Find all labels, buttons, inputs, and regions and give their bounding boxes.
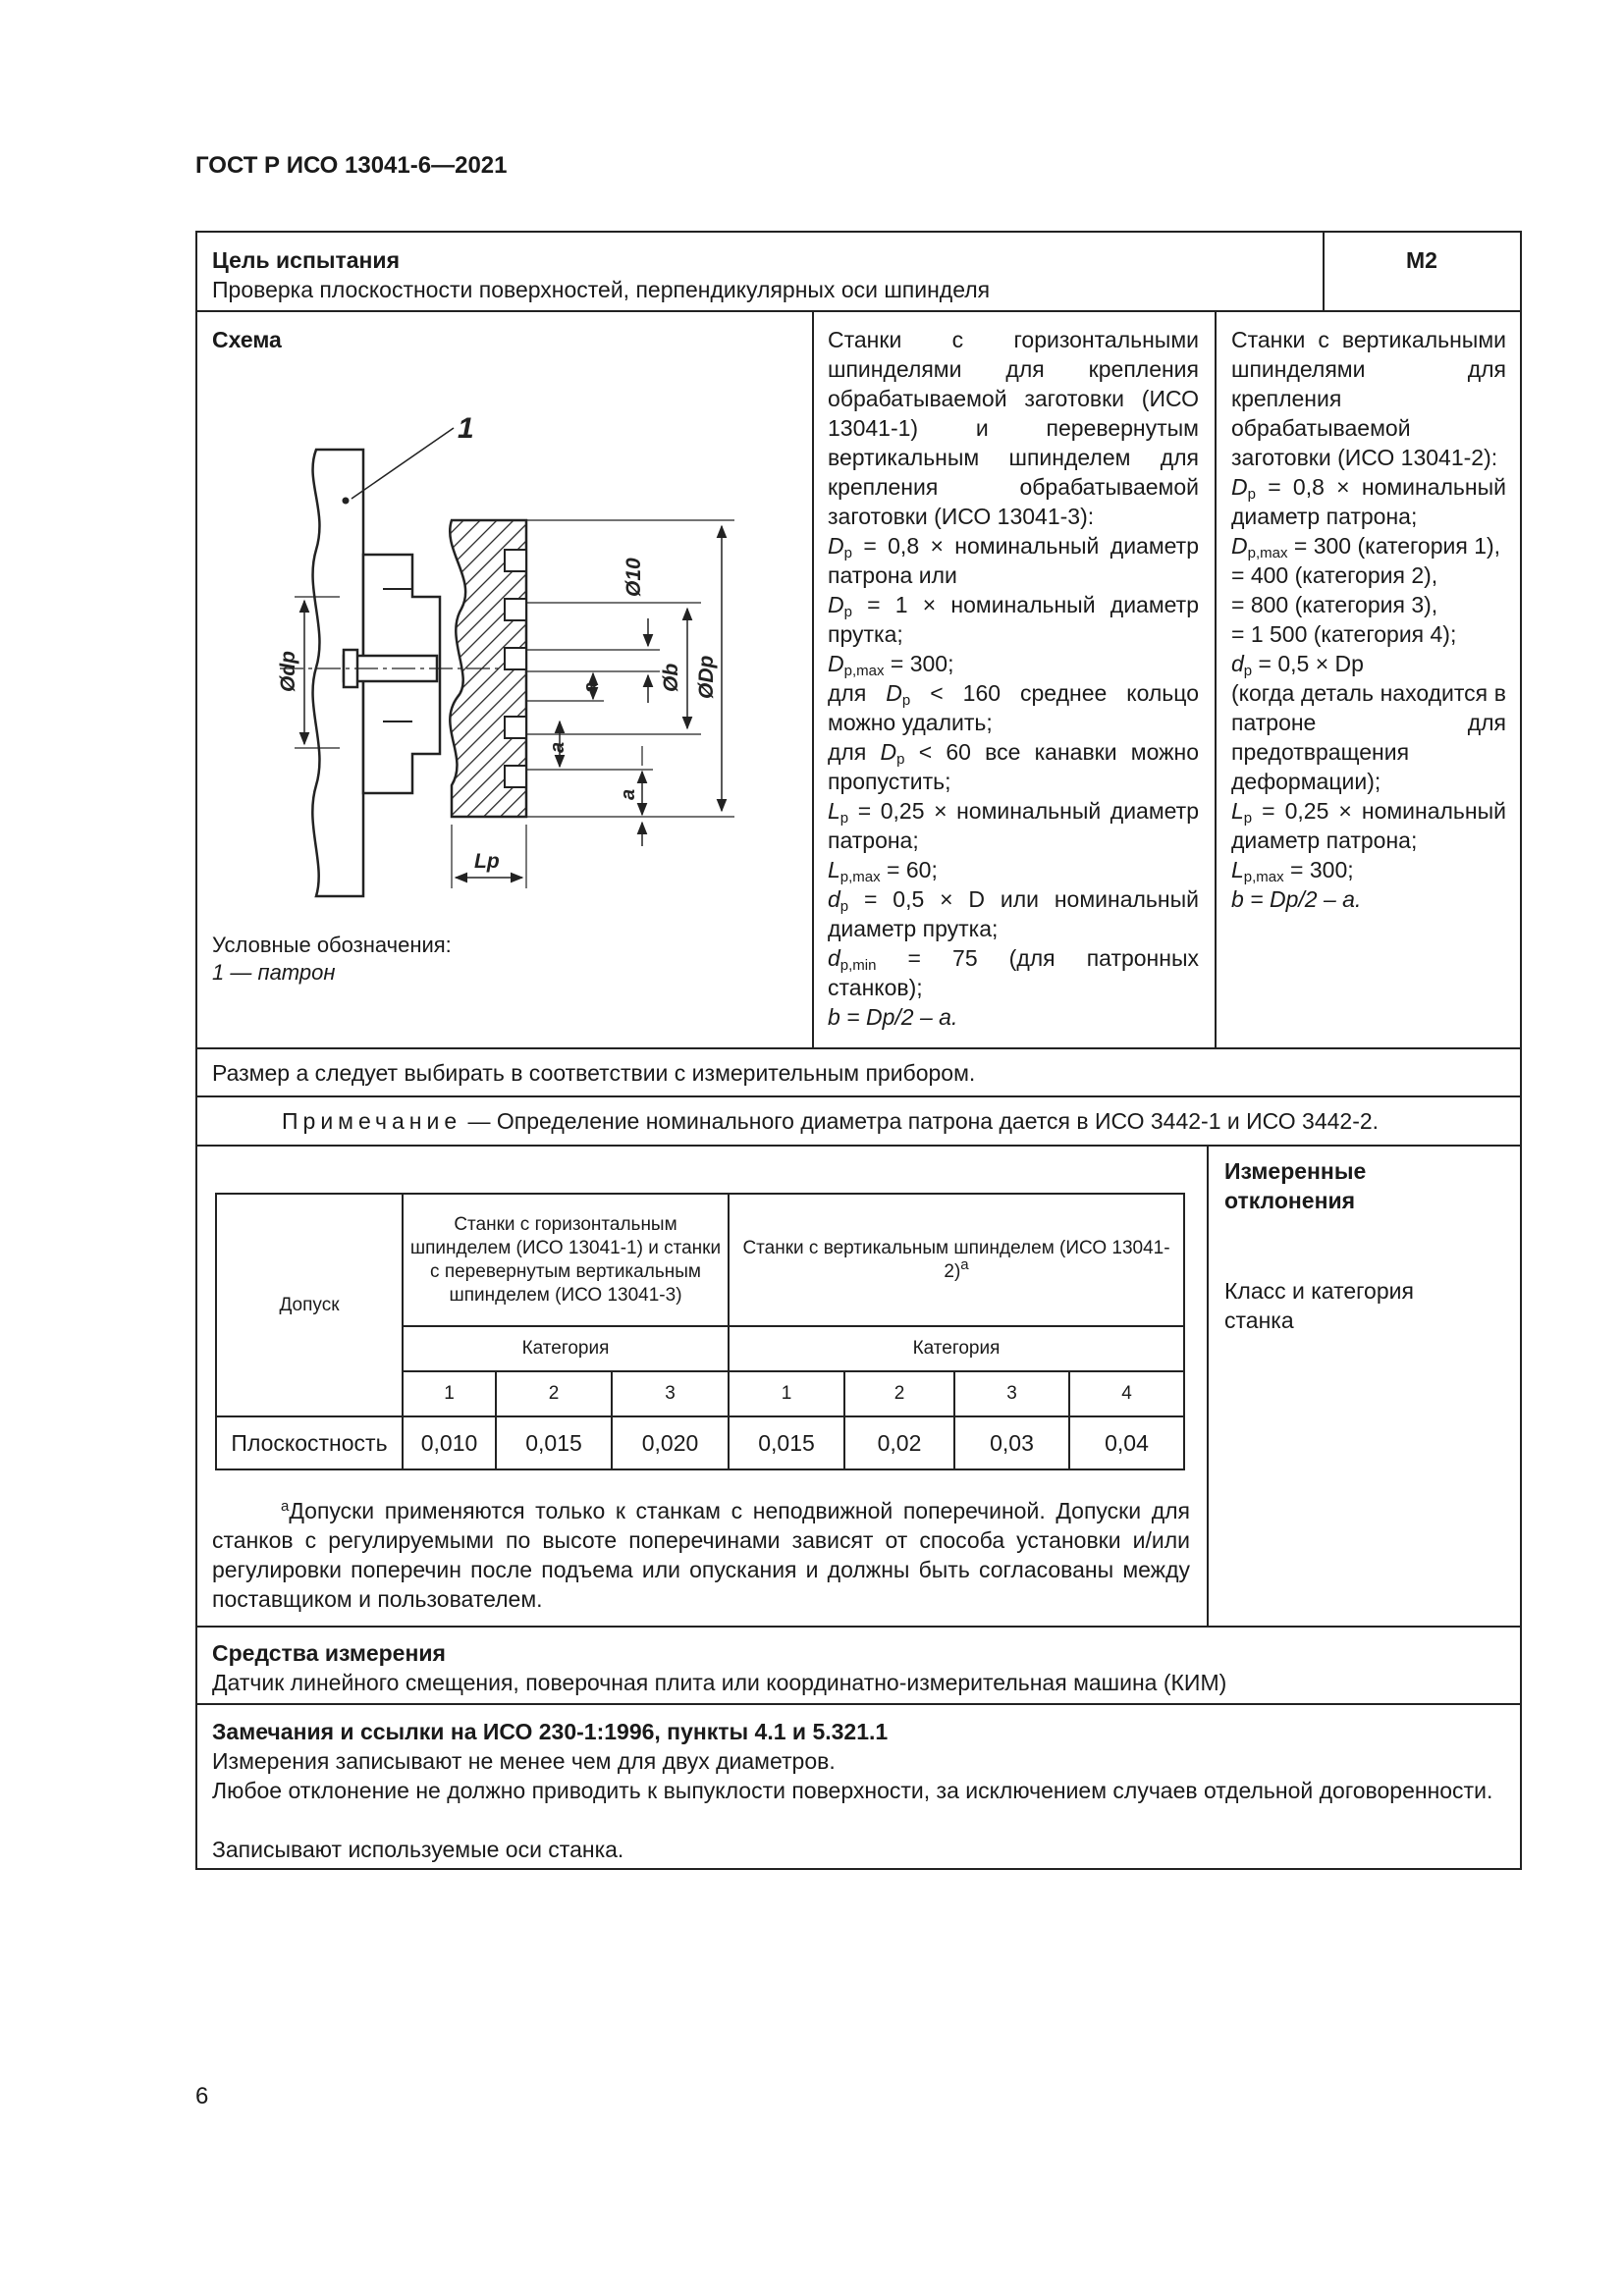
dim-label-d10: Ø10 — [623, 558, 645, 597]
value-cell: 0,015 — [729, 1416, 844, 1469]
legend-title: Условные обозначения: — [212, 933, 452, 957]
row-label-flatness: Плоскостность — [216, 1416, 403, 1469]
category-label: Категория — [729, 1326, 1184, 1371]
dim-label-a: a — [580, 681, 602, 693]
test-code: М2 — [1406, 247, 1437, 273]
category-cell: 3 — [954, 1371, 1069, 1416]
measured-deviations-title: Измеренные отклонения — [1224, 1158, 1367, 1213]
purpose-label: Цель испытания — [212, 247, 400, 273]
dim-label-db: Øb — [660, 663, 682, 692]
tolerance-table — [215, 1193, 1185, 1470]
divider — [195, 1047, 1522, 1049]
divider — [195, 1095, 1522, 1097]
value-cell: 0,02 — [844, 1416, 954, 1469]
col-header-horizontal: Станки с горизонтальным шпинделем (ИСО 13041-1) и станки с перевернутым вертикальным шпинделем (ИСО 13041-3) — [403, 1194, 729, 1326]
remarks-title: Замечания и ссылки на ИСО 230-1:1996, пункты 4.1 и 5.321.1 — [212, 1719, 889, 1744]
divider — [195, 1703, 1522, 1705]
category-cell: 4 — [1069, 1371, 1184, 1416]
dim-label-ddp: Ødp — [277, 651, 299, 692]
remarks-line: Измерения записывают не менее чем для двух диаметров. — [212, 1748, 836, 1774]
chuck-diagram — [255, 393, 766, 913]
callout-label: 1 — [458, 412, 474, 445]
col-header-tolerance: Допуск — [216, 1194, 403, 1416]
scheme-label: Схема — [212, 327, 282, 352]
purpose-text: Проверка плоскостности поверхностей, перпендикулярных оси шпинделя — [212, 277, 991, 302]
footnote: $^a$Допуски применяются только к станкам с неподвижной поперечиной. Допуски для станков с регулируемыми по высоте поперечинами зависят от способа установки и/или регулировки поперечин после подъема или опускания и должны быть согласованы между поставщиком и пользователем. — [212, 1498, 1190, 1612]
dim-label-a: a — [547, 741, 568, 753]
category-label: Категория — [403, 1326, 729, 1371]
instruments-title: Средства измерения — [212, 1640, 446, 1666]
value-cell: 0,020 — [612, 1416, 729, 1469]
category-cell: 3 — [612, 1371, 729, 1416]
value-cell: 0,04 — [1069, 1416, 1184, 1469]
category-cell: 1 — [403, 1371, 496, 1416]
category-cell: 2 — [496, 1371, 612, 1416]
machine-class-label: Класс и категория станка — [1224, 1278, 1414, 1333]
remarks-line: Записывают используемые оси станка. — [212, 1837, 624, 1862]
value-cell: 0,010 — [403, 1416, 496, 1469]
category-cell: 2 — [844, 1371, 954, 1416]
instruments-text: Датчик линейного смещения, поверочная плита или координатно-измерительная машина (КИМ) — [212, 1670, 1227, 1695]
divider — [1207, 1145, 1209, 1627]
horizontal-conditions: Станки с горизонтальными шпинделями для крепления обрабатываемой заготовки (ИСО 13041-1) и перевернутым вертикальным шпинделем для крепления обрабатываемой заготовки (ИСО 13041-3): $D_p = 0,8$ × номинальный диаметр патрона или $D_p = 1$ × номинальный диаметр прутка; $D_{p,max} = 300$; для $D_p < 160$ среднее кольцо можно удалить; для $D_p < 60$ все канавки можно пропустить; $L_p = 0,25$ × номинальный диаметр патрона; $L_{p,max} = 60$; $d_p = 0,5 \times D$ или номинальный диаметр прутка; $d_{p,min} = 75$ (для патронных станков); b = Dp/2 – a. — [828, 327, 1200, 1030]
value-cell: 0,015 — [496, 1416, 612, 1469]
note: Примечание — Определение номинального диаметра патрона дается в ИСО 3442-1 и ИСО 3442-2. — [282, 1108, 1380, 1134]
divider — [195, 1145, 1522, 1147]
divider — [812, 310, 814, 1048]
vertical-conditions: Станки с вертикальными шпинделями для крепления обрабатываемой заготовки (ИСО 13041-2): $D_p = 0,8$ × номинальный диаметр патрона; $D_{p,max} = 300$ (категория 1), = 400 (категория 2), = 800 (категория 3), = 1 500 (категория 4); $d_p = 0,5 \times Dp$ (когда деталь находится в патроне для предотвращения деформации); $L_p = 0,25$ × номинальный диаметр патрона; $L_{p,max} = 300$; b = Dp/2 – a. — [1231, 327, 1506, 912]
col-header-vertical: Станки с вертикальным шпинделем (ИСО 13041-2)$^a$ — [729, 1194, 1184, 1326]
value-cell: 0,03 — [954, 1416, 1069, 1469]
divider — [1323, 231, 1325, 311]
page-number: 6 — [195, 2083, 209, 2109]
dim-label-dDp: ØDp — [695, 655, 718, 699]
size-note: Размер a следует выбирать в соответствии с измерительным прибором. — [212, 1060, 976, 1086]
dim-label-lp: Lp — [474, 850, 500, 873]
document-header: ГОСТ Р ИСО 13041-6—2021 — [195, 152, 508, 179]
dim-label-a: a — [618, 788, 639, 800]
divider — [1215, 310, 1217, 1048]
category-cell: 1 — [729, 1371, 844, 1416]
divider — [195, 1626, 1522, 1628]
legend-item: 1 — патрон — [212, 960, 336, 985]
remarks-line: Любое отклонение не должно приводить к выпуклости поверхности, за исключением случаев отдельной договоренности. — [212, 1778, 1493, 1803]
